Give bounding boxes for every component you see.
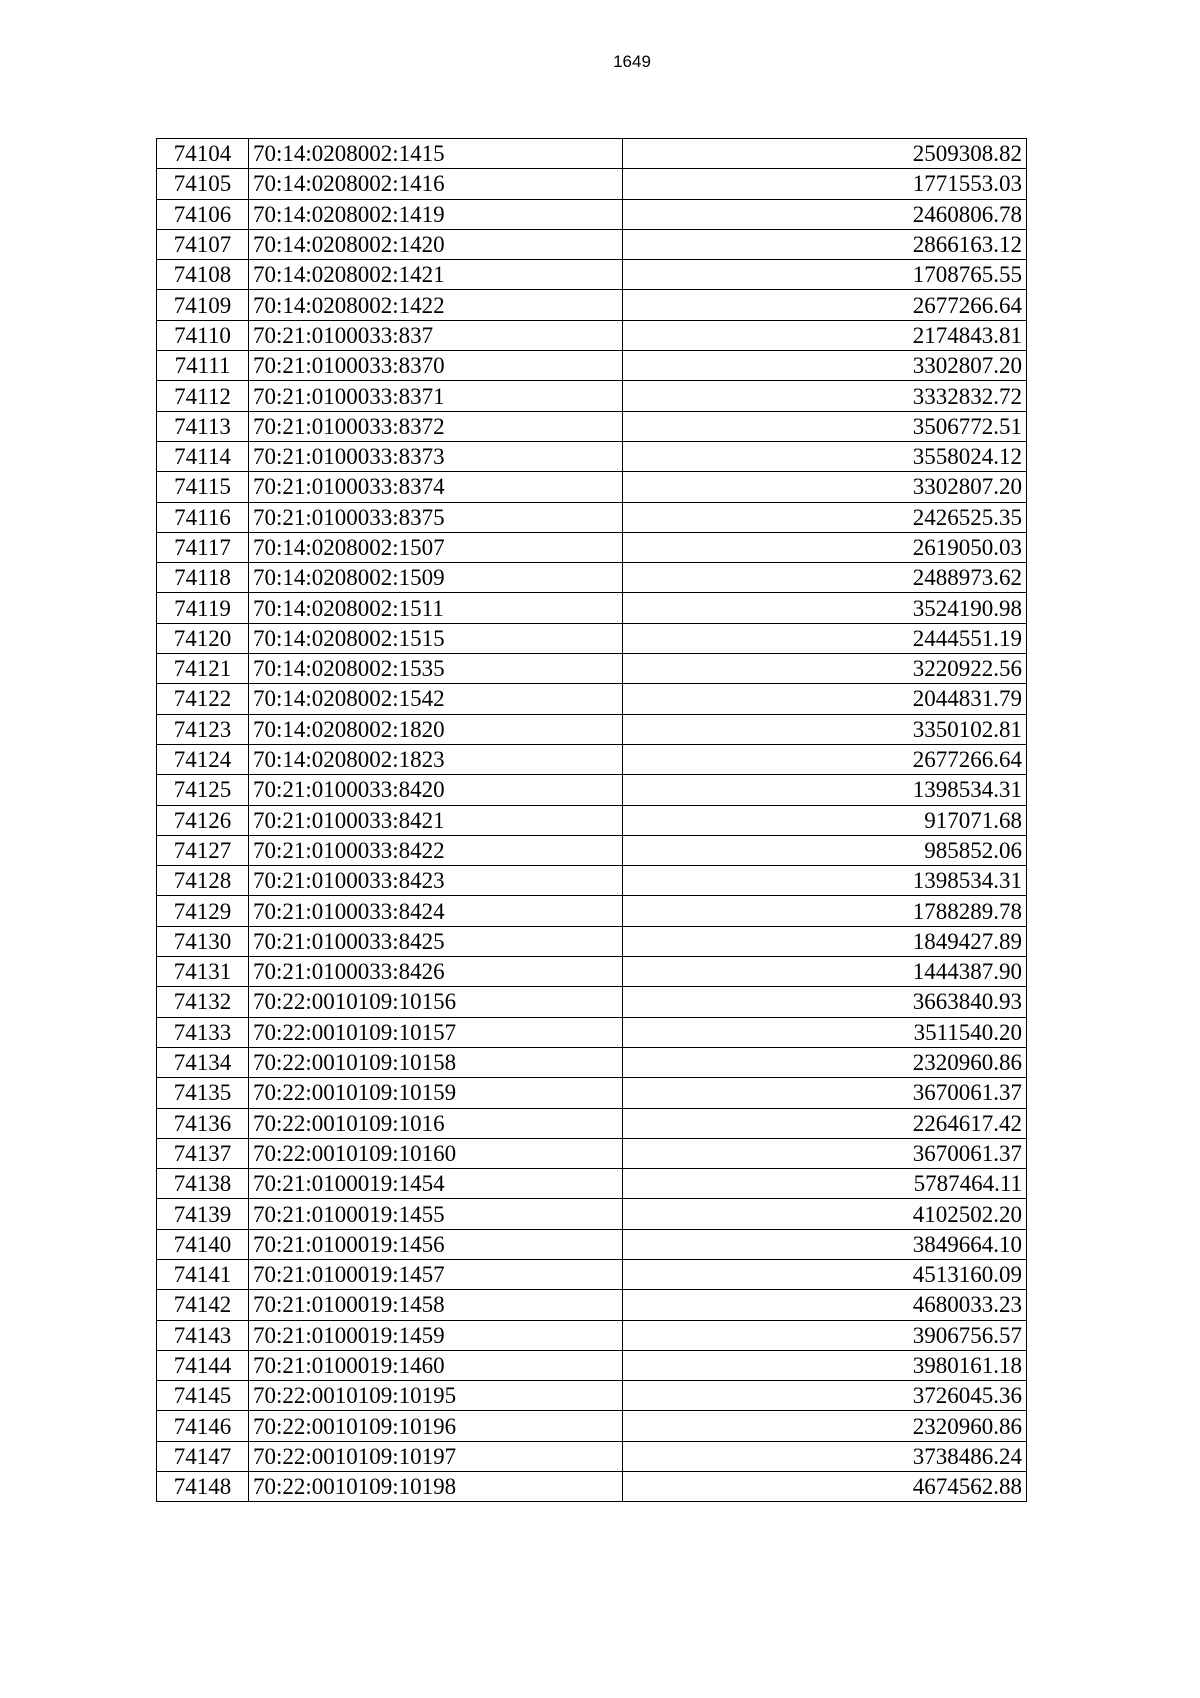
cadastral-number: 70:21:0100033:8420: [249, 775, 623, 805]
row-number: 74141: [157, 1259, 249, 1289]
cadastral-value: 2174843.81: [623, 320, 1027, 350]
cadastral-value: 1398534.31: [623, 775, 1027, 805]
row-number: 74124: [157, 744, 249, 774]
cadastral-number: 70:21:0100033:8421: [249, 805, 623, 835]
row-number: 74125: [157, 775, 249, 805]
table-row: [157, 320, 1027, 350]
table-row: [157, 1078, 1027, 1108]
row-number: 74122: [157, 684, 249, 714]
cadastral-value: 2044831.79: [623, 684, 1027, 714]
table-row: [157, 169, 1027, 199]
cadastral-number: 70:21:0100019:1457: [249, 1259, 623, 1289]
row-number: 74112: [157, 381, 249, 411]
row-number: 74123: [157, 714, 249, 744]
cadastral-number: 70:21:0100033:8422: [249, 835, 623, 865]
cadastral-value: 985852.06: [623, 835, 1027, 865]
cadastral-number: 70:21:0100019:1459: [249, 1320, 623, 1350]
row-number: 74117: [157, 532, 249, 562]
table-body: [157, 139, 1027, 1502]
table-row: [157, 411, 1027, 441]
table-row: [157, 1108, 1027, 1138]
table-row: [157, 744, 1027, 774]
table-row: [157, 351, 1027, 381]
row-number: 74128: [157, 866, 249, 896]
table-row: [157, 139, 1027, 169]
row-number: 74137: [157, 1138, 249, 1168]
cadastral-value: 2426525.35: [623, 502, 1027, 532]
cadastral-value: 1444387.90: [623, 957, 1027, 987]
row-number: 74142: [157, 1290, 249, 1320]
row-number: 74127: [157, 835, 249, 865]
table-row: [157, 1229, 1027, 1259]
cadastral-number: 70:21:0100033:8370: [249, 351, 623, 381]
table-row: [157, 199, 1027, 229]
cadastral-number: 70:14:0208002:1420: [249, 229, 623, 259]
row-number: 74106: [157, 199, 249, 229]
row-number: 74138: [157, 1169, 249, 1199]
cadastral-value: 1771553.03: [623, 169, 1027, 199]
cadastral-number: 70:14:0208002:1416: [249, 169, 623, 199]
cadastral-value: 2619050.03: [623, 532, 1027, 562]
cadastral-value: 3332832.72: [623, 381, 1027, 411]
row-number: 74111: [157, 351, 249, 381]
table-row: [157, 866, 1027, 896]
row-number: 74148: [157, 1472, 249, 1502]
cadastral-number: 70:14:0208002:1823: [249, 744, 623, 774]
table-row: [157, 1441, 1027, 1471]
table-row: [157, 532, 1027, 562]
cadastral-number: 70:14:0208002:1511: [249, 593, 623, 623]
cadastral-number: 70:14:0208002:1507: [249, 532, 623, 562]
cadastral-value-table: [156, 138, 1027, 1502]
cadastral-value: 3980161.18: [623, 1350, 1027, 1380]
cadastral-value: 2444551.19: [623, 623, 1027, 653]
cadastral-value: 2460806.78: [623, 199, 1027, 229]
table-row: [157, 1411, 1027, 1441]
row-number: 74131: [157, 957, 249, 987]
cadastral-number: 70:14:0208002:1820: [249, 714, 623, 744]
cadastral-number: 70:21:0100019:1455: [249, 1199, 623, 1229]
cadastral-value: 2320960.86: [623, 1411, 1027, 1441]
cadastral-value: 4674562.88: [623, 1472, 1027, 1502]
row-number: 74147: [157, 1441, 249, 1471]
row-number: 74143: [157, 1320, 249, 1350]
cadastral-number: 70:21:0100033:8375: [249, 502, 623, 532]
cadastral-value: 2866163.12: [623, 229, 1027, 259]
cadastral-number: 70:21:0100019:1460: [249, 1350, 623, 1380]
table-row: [157, 1169, 1027, 1199]
row-number: 74110: [157, 320, 249, 350]
cadastral-value: 3302807.20: [623, 351, 1027, 381]
cadastral-number: 70:22:0010109:10159: [249, 1078, 623, 1108]
table-row: [157, 260, 1027, 290]
row-number: 74108: [157, 260, 249, 290]
table-row: [157, 381, 1027, 411]
table-row: [157, 1199, 1027, 1229]
cadastral-value: 3511540.20: [623, 1017, 1027, 1047]
cadastral-number: 70:22:0010109:10197: [249, 1441, 623, 1471]
row-number: 74145: [157, 1381, 249, 1411]
table-row: [157, 1259, 1027, 1289]
row-number: 74104: [157, 139, 249, 169]
cadastral-number: 70:21:0100033:8425: [249, 926, 623, 956]
table-row: [157, 714, 1027, 744]
cadastral-value: 3726045.36: [623, 1381, 1027, 1411]
cadastral-number: 70:21:0100033:8426: [249, 957, 623, 987]
cadastral-number: 70:22:0010109:10156: [249, 987, 623, 1017]
cadastral-value: 3350102.81: [623, 714, 1027, 744]
page-number: 1649: [613, 52, 651, 71]
cadastral-number: 70:21:0100019:1454: [249, 1169, 623, 1199]
cadastral-number: 70:14:0208002:1422: [249, 290, 623, 320]
cadastral-number: 70:22:0010109:10160: [249, 1138, 623, 1168]
cadastral-value: 2509308.82: [623, 139, 1027, 169]
cadastral-number: 70:14:0208002:1542: [249, 684, 623, 714]
cadastral-value: 3906756.57: [623, 1320, 1027, 1350]
row-number: 74134: [157, 1047, 249, 1077]
cadastral-value: 1849427.89: [623, 926, 1027, 956]
table-row: [157, 229, 1027, 259]
table-row: [157, 1350, 1027, 1380]
cadastral-number: 70:22:0010109:10158: [249, 1047, 623, 1077]
cadastral-number: 70:21:0100019:1456: [249, 1229, 623, 1259]
table-row: [157, 472, 1027, 502]
cadastral-value: 4680033.23: [623, 1290, 1027, 1320]
table-row: [157, 775, 1027, 805]
cadastral-value: 5787464.11: [623, 1169, 1027, 1199]
cadastral-value: 4102502.20: [623, 1199, 1027, 1229]
row-number: 74133: [157, 1017, 249, 1047]
table-row: [157, 502, 1027, 532]
row-number: 74139: [157, 1199, 249, 1229]
table-row: [157, 1320, 1027, 1350]
table-row: [157, 1047, 1027, 1077]
cadastral-value: 917071.68: [623, 805, 1027, 835]
row-number: 74146: [157, 1411, 249, 1441]
cadastral-number: 70:21:0100033:8423: [249, 866, 623, 896]
table-row: [157, 987, 1027, 1017]
table-row: [157, 896, 1027, 926]
row-number: 74105: [157, 169, 249, 199]
table-row: [157, 684, 1027, 714]
table-row: [157, 1290, 1027, 1320]
table-row: [157, 563, 1027, 593]
row-number: 74144: [157, 1350, 249, 1380]
cadastral-value: 3663840.93: [623, 987, 1027, 1017]
table-row: [157, 805, 1027, 835]
table-row: [157, 957, 1027, 987]
table-row: [157, 290, 1027, 320]
cadastral-number: 70:14:0208002:1515: [249, 623, 623, 653]
row-number: 74107: [157, 229, 249, 259]
table-row: [157, 835, 1027, 865]
cadastral-value: 2320960.86: [623, 1047, 1027, 1077]
row-number: 74118: [157, 563, 249, 593]
row-number: 74114: [157, 441, 249, 471]
cadastral-value: 3558024.12: [623, 441, 1027, 471]
row-number: 74132: [157, 987, 249, 1017]
table-row: [157, 1381, 1027, 1411]
cadastral-value: 1788289.78: [623, 896, 1027, 926]
cadastral-number: 70:21:0100033:8424: [249, 896, 623, 926]
row-number: 74129: [157, 896, 249, 926]
cadastral-number: 70:21:0100033:8371: [249, 381, 623, 411]
table-row: [157, 654, 1027, 684]
row-number: 74120: [157, 623, 249, 653]
table-row: [157, 1017, 1027, 1047]
row-number: 74135: [157, 1078, 249, 1108]
row-number: 74119: [157, 593, 249, 623]
row-number: 74115: [157, 472, 249, 502]
cadastral-number: 70:22:0010109:10195: [249, 1381, 623, 1411]
table-row: [157, 441, 1027, 471]
table-row: [157, 1138, 1027, 1168]
cadastral-value: 2677266.64: [623, 290, 1027, 320]
cadastral-number: 70:21:0100033:8373: [249, 441, 623, 471]
cadastral-number: 70:22:0010109:10196: [249, 1411, 623, 1441]
cadastral-value: 2488973.62: [623, 563, 1027, 593]
cadastral-number: 70:22:0010109:1016: [249, 1108, 623, 1138]
cadastral-number: 70:22:0010109:10198: [249, 1472, 623, 1502]
cadastral-value: 3506772.51: [623, 411, 1027, 441]
cadastral-number: 70:14:0208002:1419: [249, 199, 623, 229]
table-row: [157, 593, 1027, 623]
row-number: 74121: [157, 654, 249, 684]
row-number: 74140: [157, 1229, 249, 1259]
cadastral-number: 70:14:0208002:1509: [249, 563, 623, 593]
row-number: 74126: [157, 805, 249, 835]
cadastral-number: 70:14:0208002:1535: [249, 654, 623, 684]
table-row: [157, 1472, 1027, 1502]
cadastral-number: 70:14:0208002:1421: [249, 260, 623, 290]
row-number: 74130: [157, 926, 249, 956]
cadastral-number: 70:14:0208002:1415: [249, 139, 623, 169]
cadastral-number: 70:22:0010109:10157: [249, 1017, 623, 1047]
cadastral-number: 70:21:0100033:837: [249, 320, 623, 350]
cadastral-number: 70:21:0100033:8372: [249, 411, 623, 441]
row-number: 74136: [157, 1108, 249, 1138]
row-number: 74109: [157, 290, 249, 320]
cadastral-value: 3738486.24: [623, 1441, 1027, 1471]
cadastral-value: 3220922.56: [623, 654, 1027, 684]
row-number: 74116: [157, 502, 249, 532]
cadastral-value: 2264617.42: [623, 1108, 1027, 1138]
table-row: [157, 926, 1027, 956]
cadastral-value: 4513160.09: [623, 1259, 1027, 1289]
cadastral-value: 3849664.10: [623, 1229, 1027, 1259]
cadastral-number: 70:21:0100019:1458: [249, 1290, 623, 1320]
cadastral-value: 1708765.55: [623, 260, 1027, 290]
table-row: [157, 623, 1027, 653]
cadastral-value: 3670061.37: [623, 1138, 1027, 1168]
row-number: 74113: [157, 411, 249, 441]
cadastral-value: 1398534.31: [623, 866, 1027, 896]
cadastral-value: 3670061.37: [623, 1078, 1027, 1108]
cadastral-value: 3302807.20: [623, 472, 1027, 502]
cadastral-value: 2677266.64: [623, 744, 1027, 774]
cadastral-number: 70:21:0100033:8374: [249, 472, 623, 502]
cadastral-value: 3524190.98: [623, 593, 1027, 623]
